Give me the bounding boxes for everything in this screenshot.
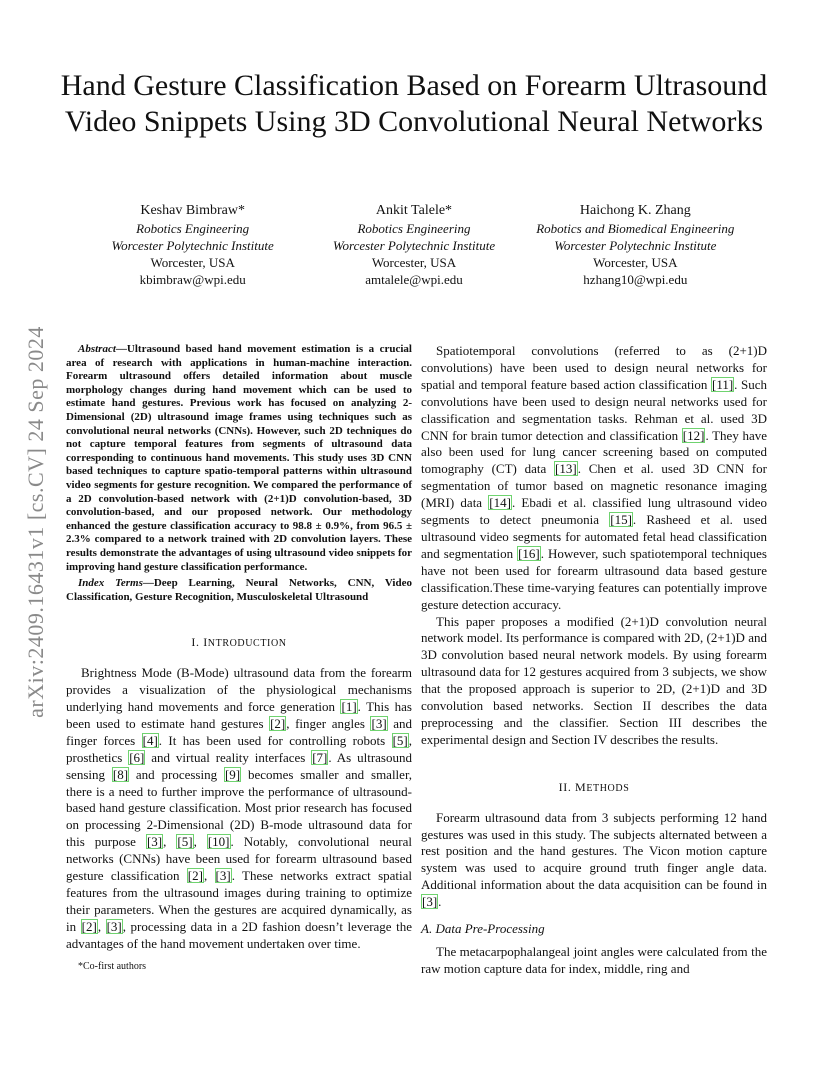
- citation-link[interactable]: [5]: [392, 732, 408, 748]
- citation-link[interactable]: [6]: [129, 749, 145, 765]
- citation-link[interactable]: [3]: [215, 868, 231, 884]
- author-name: Keshav Bimbraw*: [140, 203, 245, 218]
- footnote: *Co-first authors: [78, 961, 147, 972]
- author-email[interactable]: amtalele@wpi.edu: [365, 272, 463, 287]
- author-location: Worcester, USA: [150, 255, 235, 270]
- author-location: Worcester, USA: [371, 255, 457, 270]
- citation-link[interactable]: [2]: [187, 868, 203, 884]
- citation-link[interactable]: [3]: [106, 918, 122, 934]
- author-email[interactable]: kbimbraw@wpi.edu: [139, 272, 246, 287]
- right-column: [421, 343, 767, 978]
- author-department: Robotics and Biomedical Engineering: [536, 221, 735, 236]
- author-2: [303, 202, 524, 288]
- methods-paragraph-2: The metacarpophalangeal joint angles were calculated from the raw motion capture data for index, middle, ring and: [421, 944, 767, 976]
- methods-paragraph-1: Forearm ultrasound data from 3 subjects performing 12 hand gestures was used in this study. The subjects alternated between a rest position and the hand gestures. The Vicon motion capture system was used to acquire ground truth finger angle data. Additional information about the data acquisition can be found in [3].: [421, 809, 767, 910]
- citation-link[interactable]: [3]: [146, 834, 163, 850]
- citation-link[interactable]: [13]: [555, 461, 577, 477]
- citation-link[interactable]: [2]: [270, 715, 286, 731]
- index-terms-text: —Deep Learning, Neural Networks, CNN, Video Classification, Gesture Recognition, Musculoskeletal Ultrasound: [66, 577, 412, 603]
- arxiv-identifier: arXiv:2409.16431v1 [cs.CV] 24 Sep 2024: [23, 326, 48, 718]
- section-heading-methods: II. METHODS: [558, 779, 630, 794]
- citation-link[interactable]: [2]: [81, 918, 97, 934]
- citation-link[interactable]: [5]: [177, 834, 193, 850]
- author-1: [82, 202, 303, 288]
- author-location: Worcester, USA: [593, 255, 678, 270]
- citation-link[interactable]: [4]: [142, 732, 158, 748]
- citation-link[interactable]: [10]: [207, 834, 230, 850]
- intro-paragraph-3: This paper proposes a modified (2+1)D convolution neural network model. Its performance is compared with 2D, (2+1)D and 3D convolution based neural network models. By using forearm ultrasound data for 12 gestures acquired from 3 subjects, we show that the proposed approach is superior to 2D, (2+1)D and 3D convolution based networks. Section II describes the data preprocessing and the classifier. Section III describes the experimental design and Section IV describes the results.: [421, 613, 767, 747]
- author-block: [82, 202, 746, 288]
- abstract: [66, 343, 412, 574]
- citation-link[interactable]: [16]: [518, 545, 540, 561]
- abstract-label: Abstract: [78, 343, 116, 355]
- author-institution: Worcester Polytechnic Institute: [332, 238, 496, 253]
- citation-link[interactable]: [14]: [489, 495, 511, 511]
- abstract-text: —Ultrasound based hand movement estimation is a crucial area of research with applications in human-machine interaction. Forearm ultrasound offers detailed information about muscle morphology changes during hand movement which can be used to estimate hand gestures. Previous work has focused on analyzing 2-Dimensional (2D) ultrasound image frames using techniques such as convolutional neural networks (CNNs). However, such 2D techniques do not capture temporal features from segments of ultrasound data corresponding to continuous hand movements. This study uses 3D CNN based techniques to capture spatio-temporal patterns within ultrasound video segments for gesture recognition. We compared the performance of a 2D convolution-based network with (2+1)D convolution-based, 3D convolution-based, and our proposed network. Our methodology enhanced the gesture classification accuracy to 98.8 ± 0.9%, from 96.5 ± 2.3% compared to a network trained with 2D convolution layers. These results demonstrate the advantages of using ultrasound video snippets for improving hand gesture classification performance.: [66, 343, 412, 573]
- left-column: [66, 343, 412, 953]
- author-3: [525, 202, 746, 288]
- citation-link[interactable]: [3]: [371, 715, 387, 731]
- index-terms: [66, 577, 412, 604]
- author-email[interactable]: hzhang10@wpi.edu: [583, 272, 688, 287]
- citation-link[interactable]: [11]: [711, 376, 734, 392]
- citation-link[interactable]: [3]: [422, 894, 438, 910]
- author-department: Robotics Engineering: [357, 221, 471, 236]
- citation-link[interactable]: [15]: [610, 512, 632, 528]
- citation-link[interactable]: [8]: [112, 766, 129, 782]
- subsection-heading-data-preprocessing: A. Data Pre-Processing: [421, 921, 545, 937]
- paper-title: Hand Gesture Classification Based on Forearm Ultrasound Video Snippets Using 3D Convolutional Neural Networks: [60, 69, 768, 138]
- citation-link[interactable]: [9]: [224, 766, 241, 782]
- intro-paragraph-2: Spatiotemporal convolutions (referred to as (2+1)D convolutions) have been used to design neural networks for spatial and temporal feature based action classification [11]. Such convolutions have been used to design neural networks used for classification and segmentation tasks. Rehman et al. used 3D CNN for brain tumor detection and classification [12]. They have also been used for lung cancer screening based on computed tomography (CT) data [13]. Chen et al. used 3D CNN for segmentation of tumor based on magnetic resonance imaging (MRI) data [14]. Ebadi et al. classified lung ultrasound video segments to detect pneumonia [15]. Rasheed et al. used ultrasound video segments for automated fetal head classification and segmentation [16]. However, such spatiotemporal techniques have not been used for forearm ultrasound data based gesture classification.These time-varying features can potentially improve gesture detection accuracy.: [421, 343, 767, 612]
- author-name: Haichong K. Zhang: [579, 203, 691, 218]
- section-heading-introduction: I. INTRODUCTION: [191, 635, 287, 650]
- index-terms-label: Index Terms: [78, 577, 143, 590]
- citation-link[interactable]: [12]: [682, 427, 705, 443]
- author-institution: Worcester Polytechnic Institute: [111, 238, 274, 253]
- citation-link[interactable]: [1]: [341, 699, 357, 714]
- author-institution: Worcester Polytechnic Institute: [554, 238, 717, 253]
- citation-link[interactable]: [7]: [312, 749, 328, 765]
- intro-paragraph-1: Brightness Mode (B-Mode) ultrasound data from the forearm provides a visualization of the physiological mechanisms underlying hand movements and force generation [1]. This has been used to estimate hand gestures [2], finger angles [3] and finger forces [4]. It has been used for controlling robots [5], prosthetics [6] and virtual reality interfaces [7]. As ultrasound sensing [8] and processing [9] becomes smaller and smaller, there is a need to further improve the performance of ultrasound-based hand gesture classification. Most prior research has focused on processing 2-Dimensional (2D) B-mode ultrasound data for this purpose [3], [5], [10]. Notably, convolutional neural networks (CNNs) have been used for forearm ultrasound based gesture classification [2], [3]. These networks extract spatial features from the ultrasound images during training to optimize their parameters. When the gestures are acquired dynamically, as in [2], [3], processing data in a 2D fashion doesn’t leverage the advantages of the hand movement undertaken over time.: [66, 665, 413, 951]
- author-department: Robotics Engineering: [136, 221, 250, 236]
- author-name: Ankit Talele*: [375, 203, 453, 218]
